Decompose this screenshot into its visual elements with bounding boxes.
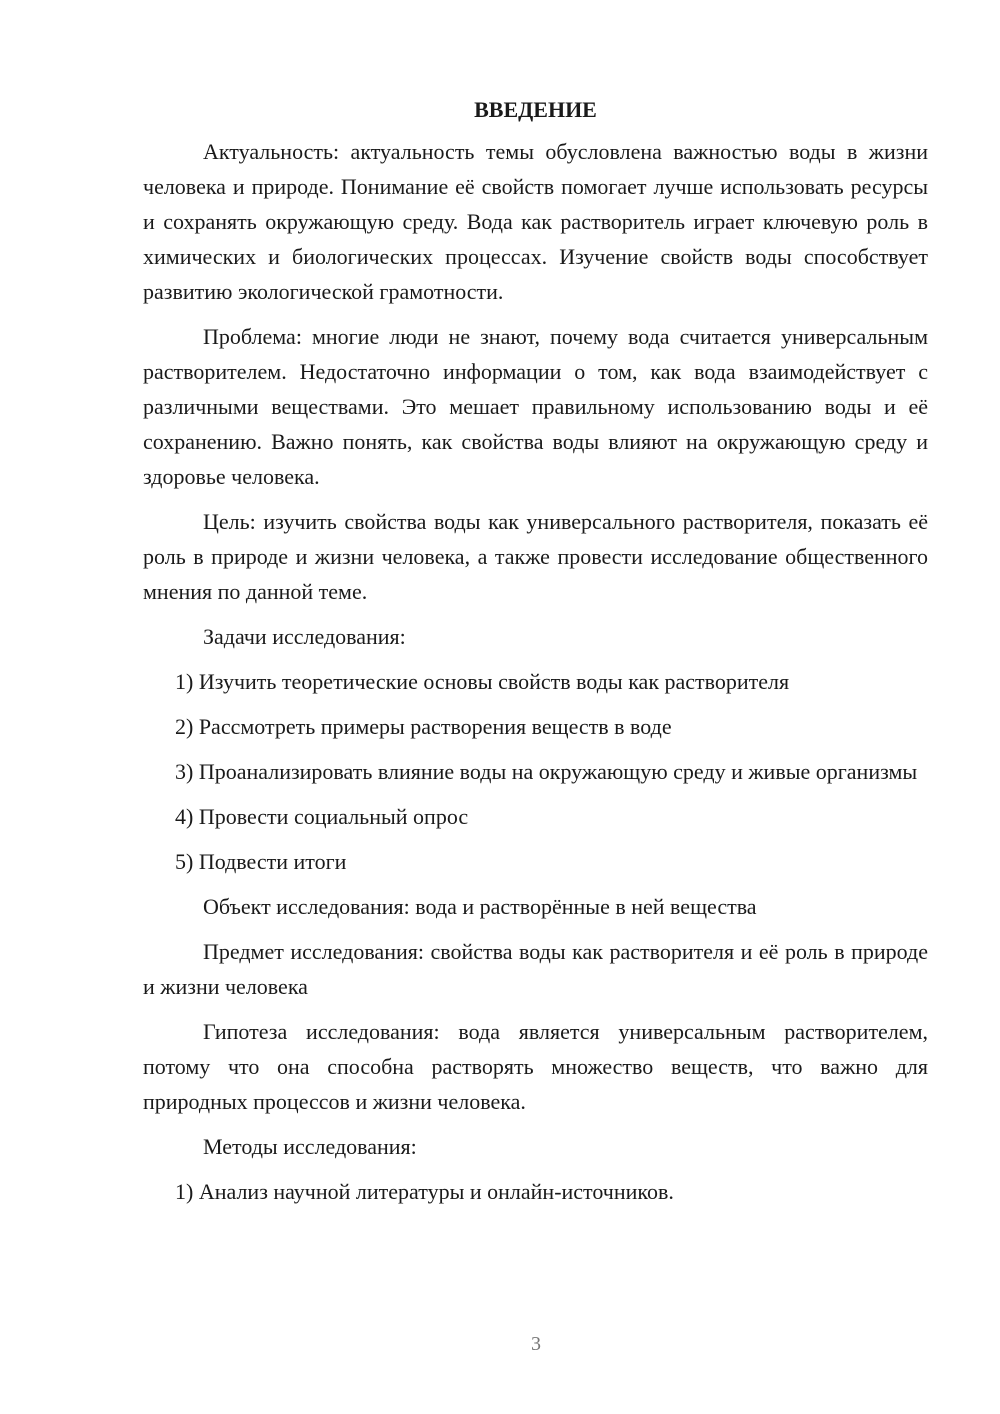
task-item: 3) Проанализировать влияние воды на окружающую среду и живые организмы [175, 759, 918, 784]
task-item: 4) Провести социальный опрос [175, 804, 469, 829]
object-paragraph: Объект исследования: вода и растворённые в ней вещества [203, 894, 757, 919]
problem-paragraph: Проблема: многие люди не знают, почему вода считается универсальным растворителем. Недостаточно информации о том, как вода взаимодействует с различными веществами. Это мешает правильному использованию воды и её сохранению. Важно понять, как свойства воды влияют на окружающую среду и здоровье человека. [143, 324, 928, 489]
goal-paragraph: Цель: изучить свойства воды как универсального растворителя, показать её роль в природе и жизни человека, а также провести исследование общественного мнения по данной теме. [143, 509, 928, 604]
subject-paragraph: Предмет исследования: свойства воды как растворителя и её роль в природе и жизни человека [143, 939, 928, 999]
methods-heading: Методы исследования: [203, 1134, 417, 1159]
hypothesis-paragraph: Гипотеза исследования: вода является универсальным растворителем, потому что она способна растворять множество веществ, что важно для природных процессов и жизни человека. [143, 1019, 928, 1114]
task-item: 5) Подвести итоги [175, 849, 347, 874]
task-item: 2) Рассмотреть примеры растворения веществ в воде [175, 714, 672, 739]
section-title: ВВЕДЕНИЕ [474, 97, 597, 122]
relevance-paragraph: Актуальность: актуальность темы обусловлена важностью воды в жизни человека и природе. Понимание её свойств помогает лучше использовать ресурсы и сохранять окружающую среду. Вода как растворитель играет ключевую роль в химических и биологических процессах. Изучение свойств воды способствует развитию экологической грамотности. [143, 139, 928, 304]
method-item: 1) Анализ научной литературы и онлайн-источников. [175, 1179, 674, 1204]
document-page [143, 95, 928, 1219]
page-number: 3 [531, 1333, 541, 1355]
tasks-heading: Задачи исследования: [203, 624, 406, 649]
task-item: 1) Изучить теоретические основы свойств воды как растворителя [175, 669, 790, 694]
